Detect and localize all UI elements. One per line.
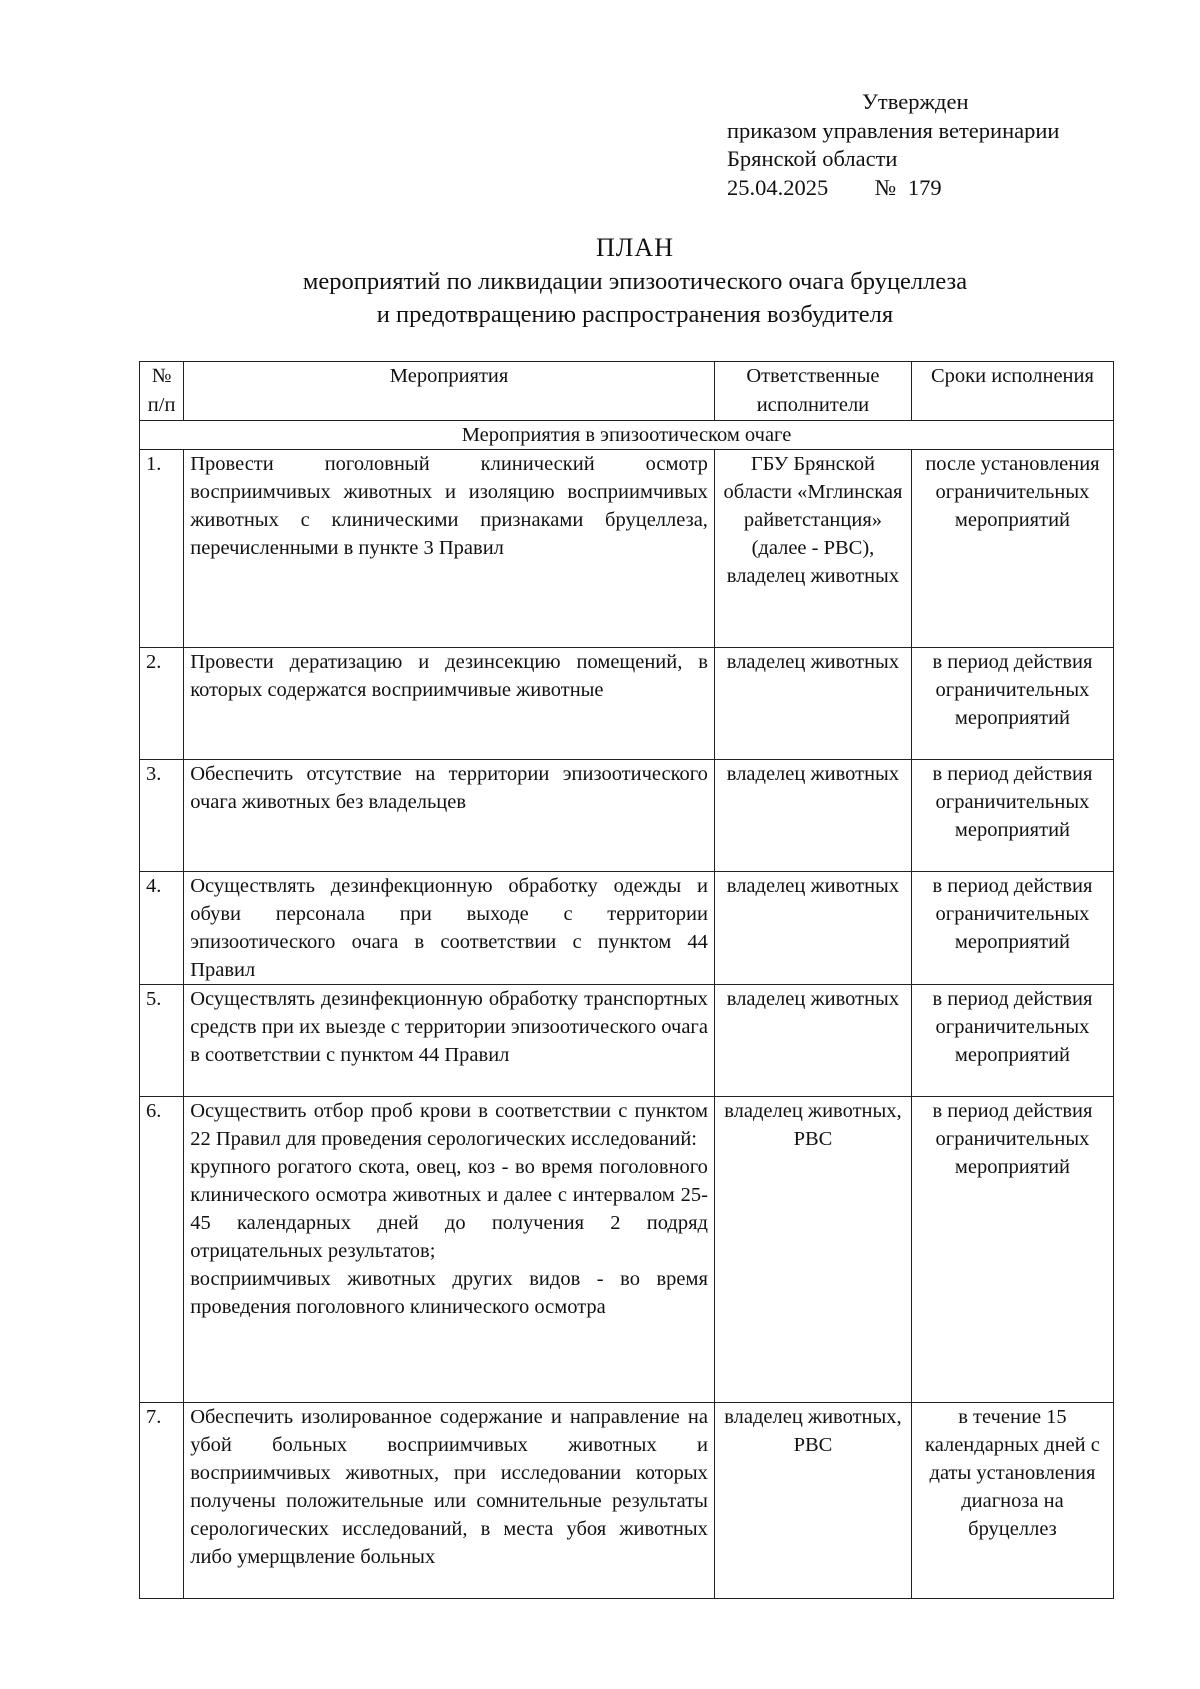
table-row [140, 1403, 1114, 1599]
header-responsible: Ответственные исполнители [714, 362, 911, 421]
row-deadline: в период действия ограничительных мероприятий [911, 1097, 1113, 1403]
approval-stamp [727, 88, 1059, 202]
header-activity: Мероприятия [184, 362, 715, 421]
row-activity: Обеспечить отсутствие на территории эпизоотического очага животных без владельцев [184, 760, 715, 872]
row-number: 3. [140, 760, 184, 872]
row-number: 2. [140, 648, 184, 760]
section-row [140, 421, 1114, 450]
row-number: 5. [140, 985, 184, 1097]
row-deadline: в период действия ограничительных мероприятий [911, 648, 1113, 760]
section-title: Мероприятия в эпизоотическом очаге [140, 421, 1114, 450]
table-row [140, 1097, 1114, 1403]
row-number: 1. [140, 450, 184, 648]
row-number: 4. [140, 872, 184, 985]
row-activity [184, 1097, 715, 1403]
plan-table [139, 361, 1114, 1599]
approval-line-2: приказом управления ветеринарии [727, 117, 1060, 143]
document-subtitle-line-2: и предотвращению распространения возбудителя [376, 301, 894, 328]
row-responsible: владелец животных [714, 760, 911, 872]
row-responsible: владелец животных [714, 872, 911, 985]
table-row [140, 760, 1114, 872]
row-deadline: в период действия ограничительных мероприятий [911, 760, 1113, 872]
table-row [140, 450, 1114, 648]
table-row [140, 648, 1114, 760]
document-title: ПЛАН [596, 233, 674, 262]
row-activity-paragraph: крупного рогатого скота, овец, коз - во время поголовного клинического осмотра животных и далее с интервалом 25- 45 календарных дней до получения 2 подряд отрицательных результатов; [190, 1156, 708, 1262]
header-number: № п/п [140, 362, 184, 421]
row-activity-paragraph: восприимчивых животных других видов - во время проведения поголовного клинического осмотра [190, 1268, 708, 1318]
header-deadline: Сроки исполнения [911, 362, 1113, 421]
table-row [140, 985, 1114, 1097]
row-activity-paragraph: Осуществить отбор проб крови в соответствии с пунктом 22 Правил для проведения серологических исследований: [190, 1100, 708, 1150]
row-deadline: после установления ограничительных мероприятий [911, 450, 1113, 648]
row-activity: Обеспечить изолированное содержание и направление на убой больных восприимчивых животных и восприимчивых животных, при исследовании которых получены положительные или сомнительные результаты серологических исследований, в места убоя животных либо умерщвление больных [184, 1403, 715, 1599]
row-responsible: владелец животных [714, 985, 911, 1097]
row-deadline: в течение 15 календарных дней с даты установления диагноза на бруцеллез [911, 1403, 1113, 1599]
approval-line-3: Брянской области [727, 146, 898, 171]
row-responsible: владелец животных [714, 648, 911, 760]
document-subtitle-line-1: мероприятий по ликвидации эпизоотического очага бруцеллеза [302, 268, 968, 295]
row-activity: Провести поголовный клинический осмотр восприимчивых животных и изоляцию восприимчивых животных с клиническими признаками бруцеллеза, перечисленными в пункте 3 Правил [184, 450, 715, 648]
row-activity: Провести дератизацию и дезинсекцию помещений, в которых содержатся восприимчивые животные [184, 648, 715, 760]
table-header-row [140, 362, 1114, 421]
row-number: 7. [140, 1403, 184, 1599]
approval-date-number: 25.04.2025 № 179 [727, 174, 942, 200]
row-number: 6. [140, 1097, 184, 1403]
row-responsible: ГБУ Брянской области «Мглинская райветстанция» (далее - РВС), владелец животных [714, 450, 911, 648]
approval-line-1: Утвержден [862, 89, 969, 114]
row-deadline: в период действия ограничительных мероприятий [911, 985, 1113, 1097]
row-deadline: в период действия ограничительных мероприятий [911, 872, 1113, 985]
table-row [140, 872, 1114, 985]
row-activity: Осуществлять дезинфекционную обработку одежды и обуви персонала при выходе с территории эпизоотического очага в соответствии с пунктом 44 Правил [184, 872, 715, 985]
row-responsible: владелец животных, РВС [714, 1403, 911, 1599]
row-activity: Осуществлять дезинфекционную обработку транспортных средств при их выезде с территории эпизоотического очага в соответствии с пунктом 44 Правил [184, 985, 715, 1097]
row-responsible: владелец животных, РВС [714, 1097, 911, 1403]
